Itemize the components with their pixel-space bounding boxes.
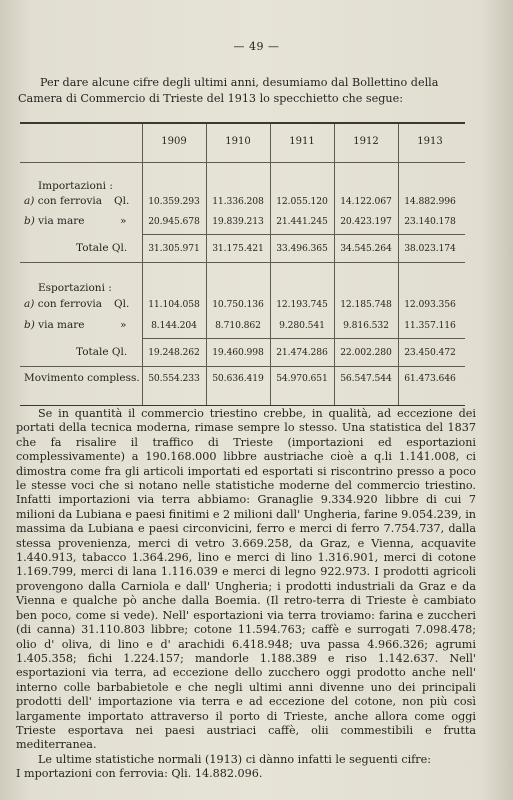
export-heading: Esportazioni : [38,282,112,294]
subtotal-rule [142,234,465,235]
cell: 19.839.213 [212,216,264,227]
body-text [16,407,476,782]
cell: 10.359.293 [148,196,200,207]
row-label-export-sea [24,319,136,331]
row-label: via mare [38,215,85,227]
column-rule [334,124,335,406]
cell: 22.002.280 [340,347,392,358]
cell: 21.474.286 [276,347,328,358]
import-heading: Importazioni : [38,180,113,192]
cell: 12.193.745 [276,299,328,310]
header-rule [20,162,465,163]
cell: 11.357.116 [404,320,456,331]
cell: 20.945.678 [148,216,200,227]
cell: 50.636.419 [212,373,264,384]
row-label-import-total: Totale Ql. [76,242,128,254]
cell: 19.460.998 [212,347,264,358]
row-label: con ferrovia [37,298,103,310]
column-rule [270,124,271,406]
cell: 11.104.058 [148,299,200,310]
cell: 33.496.365 [276,243,328,254]
year-header: 1910 [225,136,251,147]
cell: 12.093.356 [404,299,456,310]
year-header: 1909 [161,136,187,147]
cell: 20.423.197 [340,216,392,227]
intro-paragraph: Per dare alcune cifre degli ultimi anni, desumiamo dal Bollettino della Camera di Commercio di Trieste del 1913 lo specchietto che segue: [18,76,439,105]
cell: 56.547.544 [340,373,392,384]
column-rule [398,124,399,406]
cell: 9.816.532 [343,320,389,331]
column-rule [206,124,207,406]
cell: 23.140.178 [404,216,456,227]
row-label-import-rail [24,195,136,207]
section-rule [20,366,465,367]
cell: 61.473.646 [404,373,456,384]
row-label-total-movement: Movimento compless. [24,372,140,384]
statistics-table [20,122,465,406]
row-unit: Ql. [114,195,130,207]
cell: 31.305.971 [148,243,200,254]
cell: 38.023.174 [404,243,456,254]
cell: 31.175.421 [212,243,264,254]
row-unit: » [120,319,127,331]
cell: 21.441.245 [276,216,328,227]
column-rule [142,124,143,406]
cell: 8.710.862 [215,320,261,331]
row-label-export-total: Totale Ql. [76,346,128,358]
cell: 50.554.233 [148,373,200,384]
row-label-import-sea [24,215,136,227]
body-paragraph: Se in quantità il commercio triestino crebbe, in qualità, ad eccezione dei portati della tecnica moderna, rimase sempre lo stesso. Una statistica del 1837 che fa risalire il traffico di Trieste (importazioni ed esportazioni complessivamente) a 190.168.000 libbre austriache cioè a q.li 1.141.008, ci dimostra come fra gli articoli importati ed esportati si riscontrino presso a poco le stesse voci che si notano nelle statistiche moderne del commercio triestino. Infatti importazioni via terra abbiamo: Granaglie 9.334.920 libbre di cui 7 milioni da Lubiana e paesi finitimi e 2 milioni dall' Ungheria, farine 9.054.239, in massima da Lubiana e paesi circonvicini, ferro e merci di ferro 7.754.737, dalla stessa provenienza, merci di vetro 3.669.258, da Graz, e Vienna, acquavite 1.440.913, tabacco 1.364.296, lino e merci di lino 1.316.901, merci di cotone 1.169.799, merci di lana 1.116.039 e merci di legno 922.973. I prodotti agricoli provengono dalla Carniola e dall' Ungheria; i prodotti industriali da Graz e da Vienna e qualche pò anche dalla Boemia. (Il retro-terra di Trieste è cambiato ben poco, come si vede). Nell' esportazioni via terra troviamo: farina e zuccheri (di canna) 31.110.803 libbre; cotone 11.594.763; caffè e surrogati 7.098.478; olio d' oliva, di lino e d' arachidi 6.418.948; uva passa 4.966.326; agrumi 1.405.358; fichi 1.224.157; mandorle 1.188.389 e riso 1.142.637. Nell' esportazioni via terra, ad eccezione dello zucchero oggi prodotto anche nell' interno colle barbabietole e che negli ultimi anni divenne uno dei principali prodotti dell' importazione via terra e ad eccezione del cotone, non più così largamente importato attraverso il porto di Trieste, anche allora come oggi Trieste esportava nei paesi austriaci caffè, olii commestibili e frutta mediterranea. [16,407,477,752]
year-header: 1911 [289,136,315,147]
cell: 14.122.067 [340,196,392,207]
cell: 12.185.748 [340,299,392,310]
cell: 11.336.208 [212,196,264,207]
cell: 9.280.541 [279,320,325,331]
subtotal-rule [142,338,465,339]
cell: 8.144.204 [151,320,197,331]
cell: 14.882.996 [404,196,456,207]
row-prefix: a) [24,195,35,207]
cell: 34.545.264 [340,243,392,254]
row-label: con ferrovia [37,195,103,207]
row-unit: » [120,215,127,227]
body-paragraph: I mportazioni con ferrovia: Qli. 14.882.096. [16,767,263,781]
section-rule [20,262,465,263]
cell: 54.970.651 [276,373,328,384]
row-unit: Ql. [114,298,130,310]
row-prefix: b) [24,215,35,227]
row-prefix: b) [24,319,35,331]
cell: 19.248.262 [148,347,200,358]
cell: 23.450.472 [404,347,456,358]
body-paragraph: Le ultime statistiche normali (1913) ci dànno infatti le seguenti cifre: [38,752,432,766]
row-label-export-rail [24,298,136,310]
page-number: — 49 — [233,40,280,53]
year-header: 1913 [417,136,443,147]
row-prefix: a) [24,298,35,310]
row-label: via mare [38,319,85,331]
cell: 12.055.120 [276,196,328,207]
cell: 10.750.136 [212,299,264,310]
year-header: 1912 [353,136,379,147]
